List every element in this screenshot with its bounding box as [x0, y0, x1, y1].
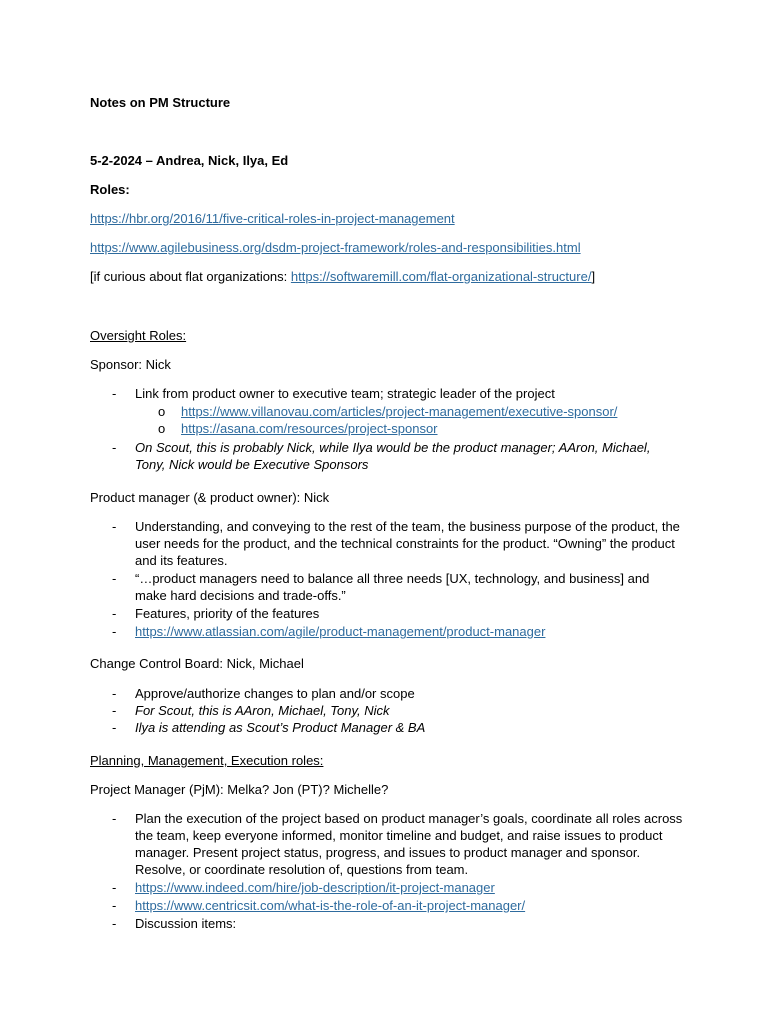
pjm-item-4: Discussion items:: [135, 916, 237, 931]
bullet-dash: -: [112, 519, 117, 534]
bullet-dash: -: [112, 440, 117, 455]
bullet-dash: -: [112, 720, 117, 735]
doc-title: Notes on PM Structure: [90, 95, 231, 110]
oversight-heading: Oversight Roles:: [90, 328, 187, 343]
link-agilebusiness[interactable]: https://www.agilebusiness.org/dsdm-project-framework/roles-and-responsibilities.html: [90, 240, 581, 255]
ccb-item-2: For Scout, this is AAron, Michael, Tony, Nick: [135, 703, 390, 718]
ccb-label: Change Control Board: Nick, Michael: [90, 656, 304, 671]
bullet-dash: -: [112, 386, 117, 401]
bullet-dash: -: [112, 898, 117, 913]
bullet-dash: -: [112, 686, 117, 701]
bullet-dash: -: [112, 703, 117, 718]
link-asana[interactable]: https://asana.com/resources/project-sponsor: [181, 421, 438, 436]
bullet-dash: -: [112, 880, 117, 895]
bullet-dash: -: [112, 571, 117, 586]
link-atlassian[interactable]: https://www.atlassian.com/agile/product-management/product-manager: [135, 624, 546, 639]
flat-org-note: [if curious about flat organizations: https://softwaremill.com/flat-organizational-structure/]: [90, 269, 596, 284]
meeting-heading: 5-2-2024 – Andrea, Nick, Ilya, Ed: [90, 153, 289, 168]
bullet-dash: -: [112, 811, 117, 826]
sub-bullet: o: [158, 404, 166, 419]
pjm-item-1: Plan the execution of the project based on product manager’s goals, coordinate all roles across the team, keep everyone informed, monitor timeline and budget, and raise issues to product manager. Present project status, progress, and issues to product manager and sponsor. Resolve, or coordinate resolution of, questions from team.: [135, 811, 683, 877]
sponsor-item-1: Link from product owner to executive team; strategic leader of the project: [135, 386, 555, 401]
roles-heading: Roles:: [90, 182, 130, 197]
ccb-item-1: Approve/authorize changes to plan and/or scope: [135, 686, 415, 701]
pjm-label: Project Manager (PjM): Melka? Jon (PT)? Michelle?: [90, 782, 389, 797]
pm-item-2: “…product managers need to balance all three needs [UX, technology, and business] and make hard decisions and trade-offs.”: [135, 571, 650, 603]
planning-heading: Planning, Management, Execution roles:: [90, 753, 324, 768]
sub-bullet: o: [158, 421, 166, 436]
link-villanovau[interactable]: https://www.villanovau.com/articles/project-management/executive-sponsor/: [181, 404, 618, 419]
bullet-dash: -: [112, 624, 117, 639]
bullet-dash: -: [112, 606, 117, 621]
link-centricsit[interactable]: https://www.centricsit.com/what-is-the-role-of-an-it-project-manager/: [135, 898, 526, 913]
link-indeed[interactable]: https://www.indeed.com/hire/job-description/it-project-manager: [135, 880, 495, 895]
sponsor-label: Sponsor: Nick: [90, 357, 171, 372]
ccb-item-3: Ilya is attending as Scout’s Product Manager & BA: [135, 720, 426, 735]
product-manager-label: Product manager (& product owner): Nick: [90, 490, 330, 505]
sponsor-item-2: On Scout, this is probably Nick, while Ilya would be the product manager; AAron, Michael, Tony, Nick would be Executive Sponsors: [135, 440, 651, 472]
pm-item-1: Understanding, and conveying to the rest of the team, the business purpose of the product, the user needs for the product, and the technical constraints for the product. “Owning” the product and its features.: [135, 519, 680, 568]
link-softwaremill[interactable]: https://softwaremill.com/flat-organizational-structure/: [290, 269, 592, 284]
bullet-dash: -: [112, 916, 117, 931]
pm-item-3: Features, priority of the features: [135, 606, 320, 621]
link-hbr[interactable]: https://hbr.org/2016/11/five-critical-roles-in-project-management: [90, 211, 455, 226]
